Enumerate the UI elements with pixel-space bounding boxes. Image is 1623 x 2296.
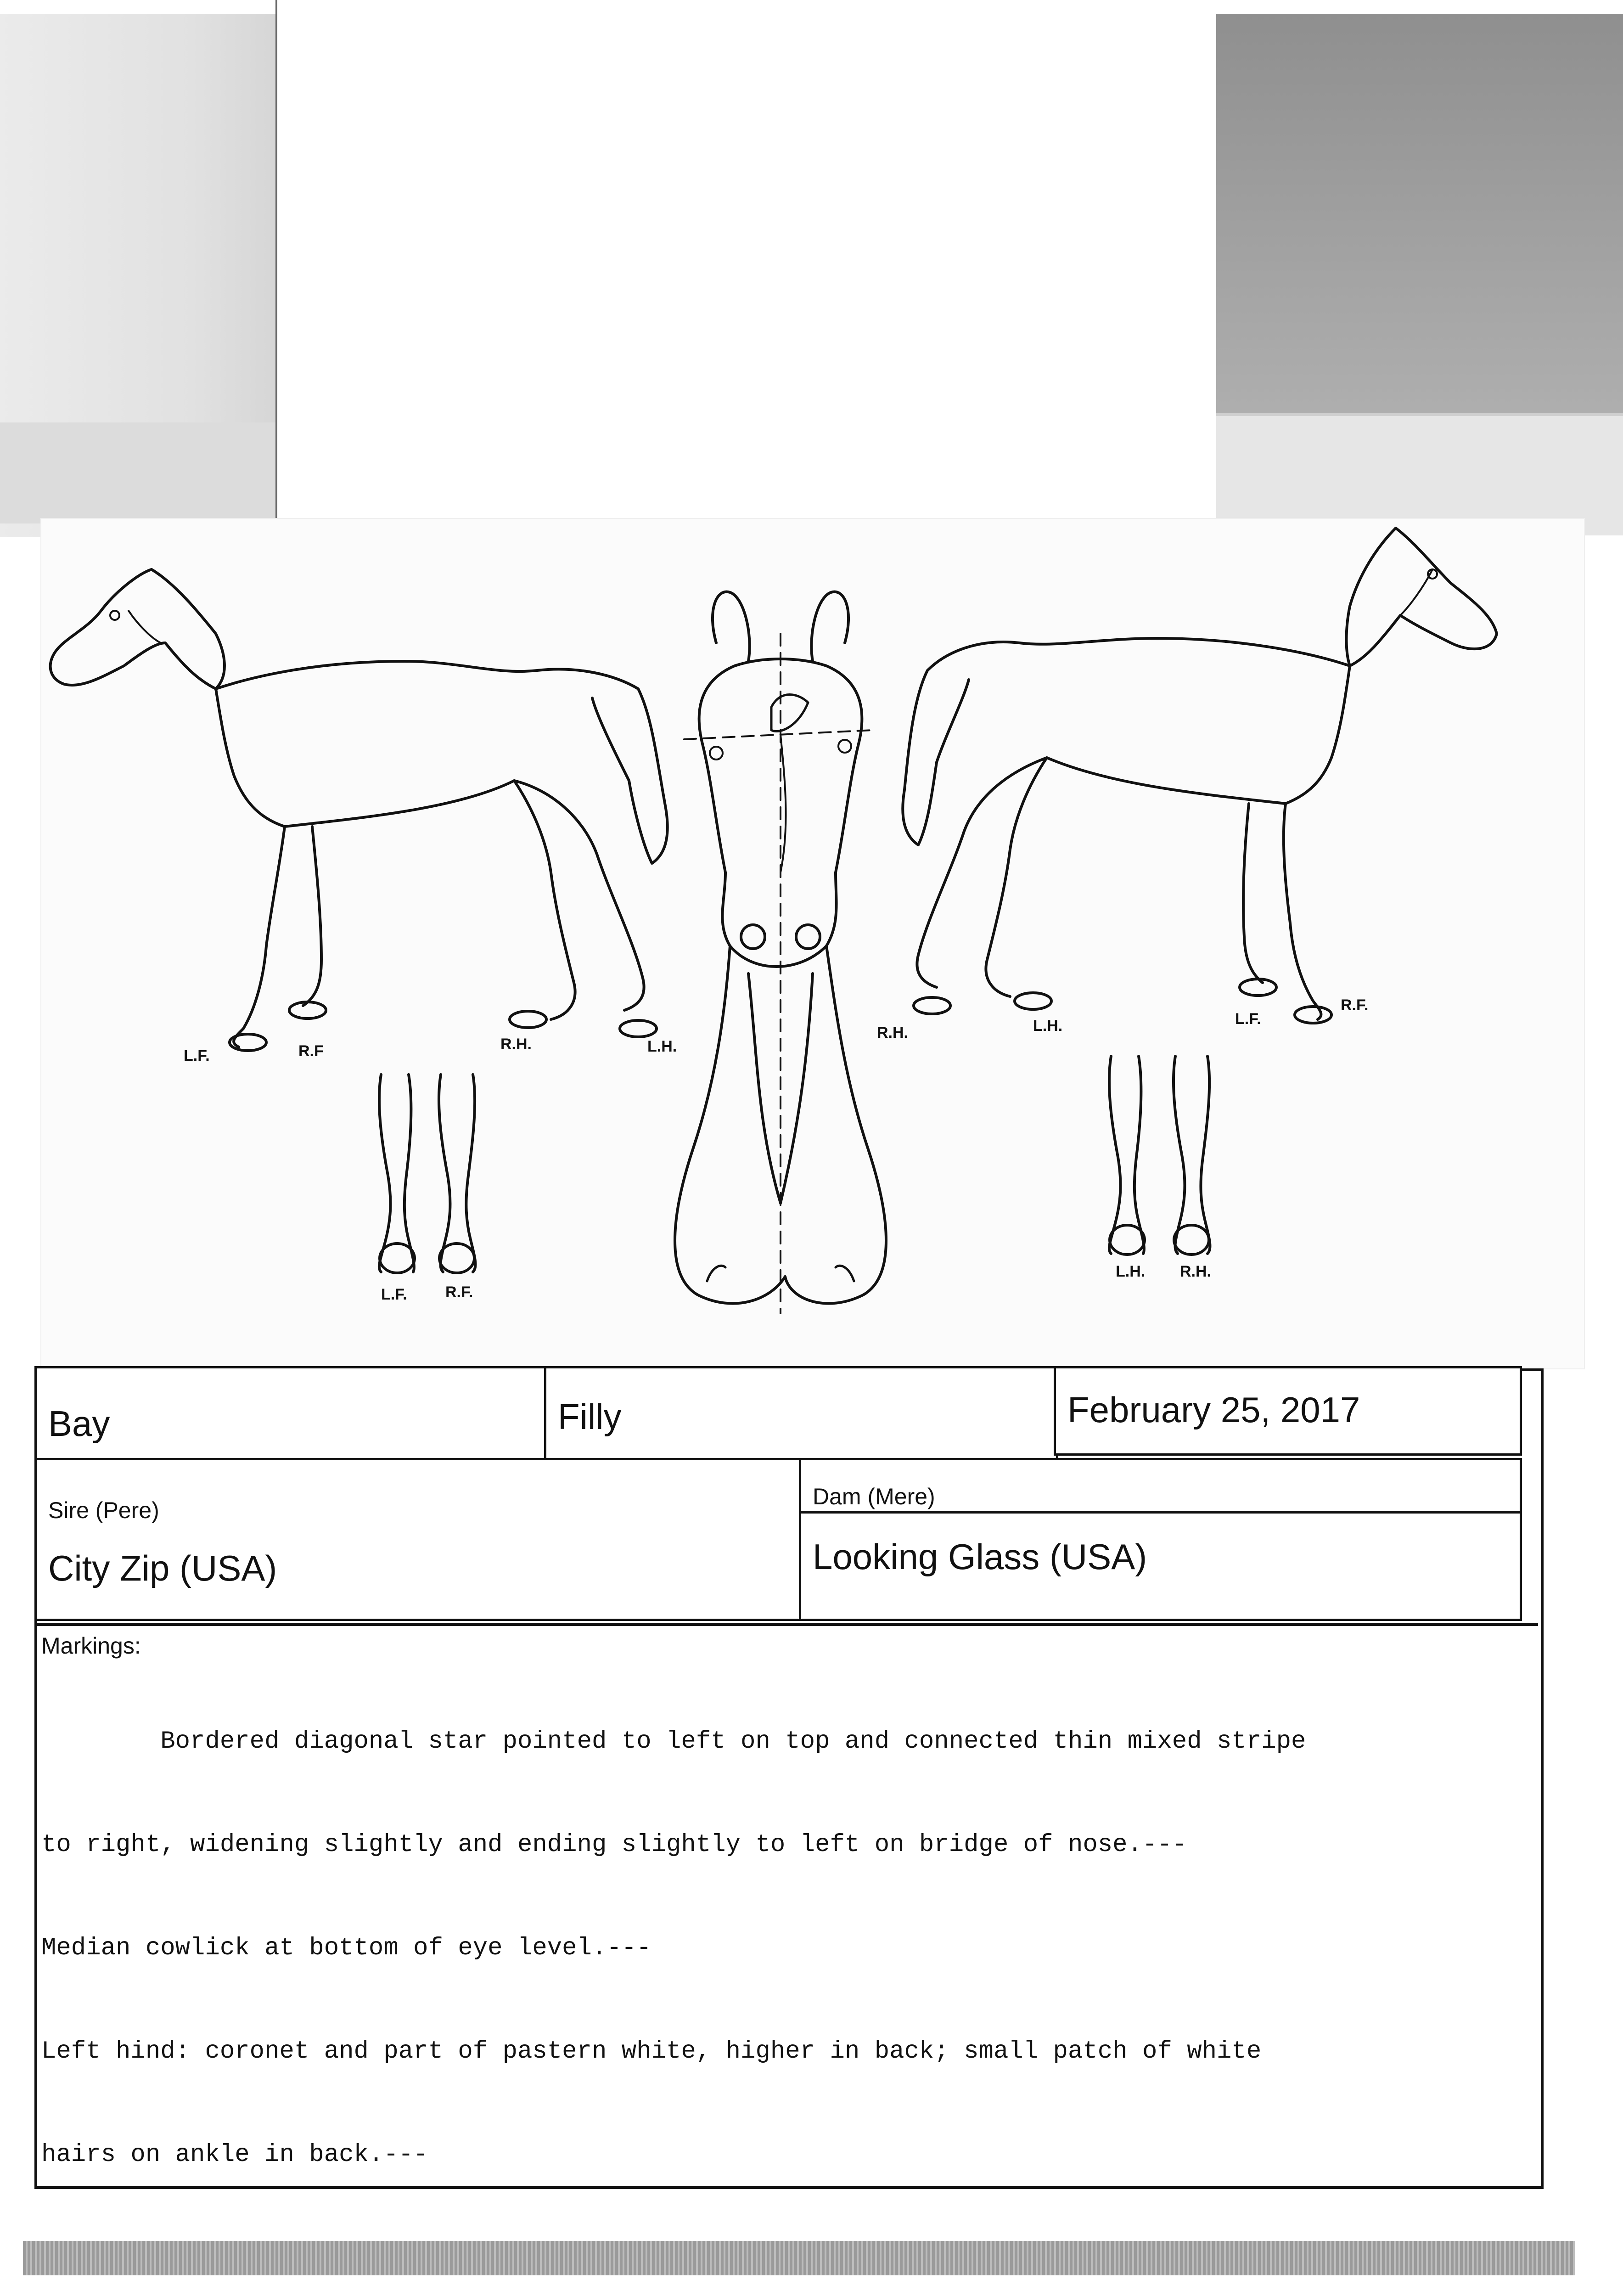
sire-label: Sire (Pere) (48, 1497, 159, 1523)
dam-value: Looking Glass (USA) (813, 1536, 1147, 1577)
label-right-horse-rf: R.F. (1341, 996, 1369, 1014)
scan-edge-bar (23, 2241, 1575, 2275)
label-right-horse-lf: L.F. (1235, 1010, 1261, 1028)
label-left-horse-rh: R.H. (500, 1035, 532, 1053)
sex-field (544, 1366, 1058, 1463)
head-front-view (675, 592, 886, 1313)
label-left-horse-lh: L.H. (647, 1038, 677, 1055)
left-legs-front-view (379, 1075, 476, 1273)
markings-line: to right, widening slightly and ending slightly to left on bridge of nose.--- (41, 1831, 1187, 1859)
label-left-horse-lf: L.F. (184, 1047, 210, 1064)
color-field (34, 1366, 549, 1463)
markings-label: Markings: (41, 1633, 141, 1659)
dam-field (799, 1458, 1522, 1621)
label-right-legs-lh: L.H. (1116, 1263, 1146, 1280)
markings-description (41, 1655, 1511, 2296)
dam-label: Dam (Mere) (813, 1484, 935, 1509)
label-left-legs-lf: L.F. (381, 1286, 407, 1303)
sire-field (34, 1458, 803, 1621)
markings-divider (34, 1623, 1538, 1626)
date-of-birth-value: February 25, 2017 (1067, 1390, 1360, 1430)
label-right-horse-lh: L.H. (1033, 1017, 1063, 1035)
markings-line: Median cowlick at bottom of eye level.--- (41, 1934, 651, 1962)
label-left-legs-rf: R.F. (445, 1283, 473, 1301)
label-right-horse-rh: R.H. (877, 1024, 908, 1041)
right-legs-rear-view (1109, 1056, 1210, 1255)
sex-value: Filly (558, 1396, 622, 1437)
date-of-birth-field (1054, 1366, 1522, 1456)
dam-divider (799, 1511, 1520, 1514)
markings-line: Bordered diagonal star pointed to left on top and connected thin mixed stripe (41, 1728, 1306, 1756)
label-left-horse-rf: R.F (298, 1042, 324, 1060)
label-right-legs-rh: R.H. (1180, 1263, 1211, 1280)
markings-line: Left hind: coronet and part of pastern white, higher in back; small patch of white (41, 2037, 1262, 2065)
sire-value: City Zip (USA) (48, 1548, 277, 1588)
left-side-horse-outline (51, 569, 668, 1051)
right-side-horse-outline (903, 528, 1497, 1023)
color-value: Bay (48, 1403, 110, 1444)
markings-line: hairs on ankle in back.--- (41, 2141, 428, 2169)
